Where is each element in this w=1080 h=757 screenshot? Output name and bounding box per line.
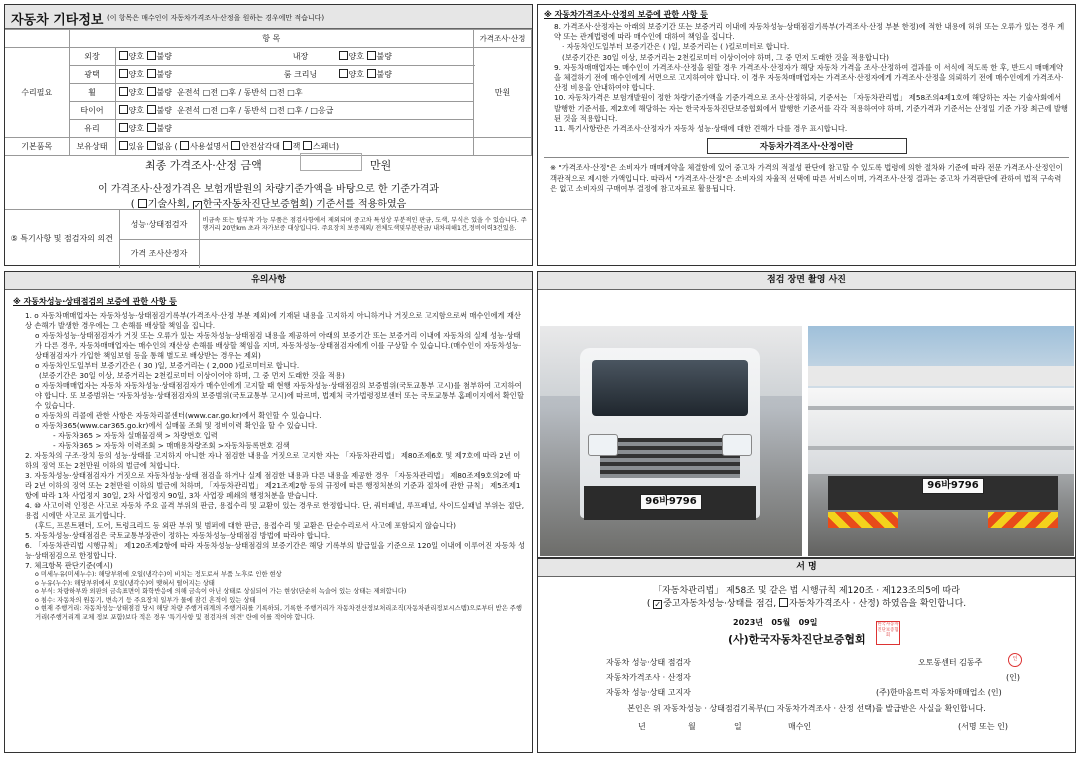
photo-header: 점검 장면 촬영 사진 xyxy=(538,272,1075,290)
criteria-4: ο 침수: 자동차의 원동기, 변속기 등 주요장치 일부가 물에 잠긴 흔적이 있는 상태 xyxy=(35,596,256,604)
row-tire: 타이어 xyxy=(69,102,115,120)
col-item: 항 목 xyxy=(69,30,474,48)
vehicle-info-header xyxy=(5,5,532,29)
photo-section xyxy=(537,271,1076,558)
note-8: 8. 가격조사·산정자는 아래의 보증기간 또는 보증거리 이내에 자동차성능·상태점검기록부(가격조사·산정 부분 한정)에 적한 내용에 허위 또는 오류가 있는 경우 계약 또는 관계법령에 따라 매수인에 대하여 책임을 집니다. xyxy=(554,22,1065,42)
signature-section xyxy=(537,558,1076,753)
note-8-1: · 자동차인도일부터 보증기간은 ( )일, 보증거리는 ( )킬로미터로 합니다. xyxy=(562,42,790,52)
note-9: 9. 자동차매매업자는 매수인이 가격조사·산정을 원할 경우 가격조사·산정자가 해당 자동차 가격을 조사·산정하여 결과를 이 서식에 적도록 한 후, 반드시 매매계약을 체결하기 전에 매수인에게 서면으로 고지하여야 합니다. 이 경우 자동차매매업자는 가격조사·산정자에게 가격조사·산정을 의뢰하기 전에 매수인에게 가격조사·산정 비용을 안내하여야 합니다. xyxy=(554,62,1064,93)
caution-7: 7. 체크항목 판단기준(예시) xyxy=(25,561,113,570)
criteria-5: ο 현재 주행거리: 자동차성능·상태점검 당시 해당 차량 주행거리계의 주행거리를 기록하되, 기록한 주행거리가 자동차전산정보처리조직(자동차관리정보시스템)으로부터 받은 주행거리(주행거리계 교체 정보 포함)보다 적은 경우 '특기사항 및 점검자의 의견' 란에 이를 적어야 합니다. xyxy=(35,605,522,621)
row-exterior: 외장 xyxy=(69,48,115,66)
criteria-3: ο 부식: 차량하부와 외판의 금속표면이 화학반응에 의해 금속이 아닌 상태로 상실되어 가는 현상(단순히 녹슬어 있는 상태는 제외합니다) xyxy=(35,588,407,596)
sign-row2-seal: (인) xyxy=(1006,673,1020,682)
plate-rear: 96바9796 xyxy=(922,478,984,494)
sign-date: 2023년 05월 09일 xyxy=(733,618,818,627)
special-table xyxy=(5,209,532,268)
sign-row1-label: 자동차 성능·상태 점검자 xyxy=(606,658,691,667)
repair-label: 수리필요 xyxy=(5,48,69,138)
sign-row3-label: 자동차 성능·상태 고지자 xyxy=(606,688,691,697)
caution-section xyxy=(4,271,533,753)
row-glass: 유리 xyxy=(69,120,115,138)
sign-row2-label: 자동차가격조사 · 산정자 xyxy=(606,673,691,682)
note-11: 11. 특기사항란은 가격조사·산정자가 자동차 성능·상태에 대한 견해가 다를 경우 표시합니다. xyxy=(554,124,848,134)
caution-1h: - 자동차365 > 자동차 실매물검색 > 차량번호 입력 xyxy=(53,431,218,440)
basis-line1: 이 가격조사·산정가격은 보험개발원의 차량기준가액을 바탕으로 한 기준가격과 xyxy=(97,184,440,195)
caution-1c: ο 자동차인도일부터 보증기간은 ( 30 )일, 보증거리는 ( 2,000 )킬로미터로 합니다. xyxy=(35,361,300,370)
checkbox-tech[interactable] xyxy=(138,199,147,208)
photo-front xyxy=(540,326,802,556)
basic-sub: 보유상태 xyxy=(69,138,115,156)
sign-confirm: 본인은 위 자동차성능 · 상태점검기록부(□ 자동차가격조사 · 산정 선택)를 발급받은 사실을 확인합니다. xyxy=(627,704,986,713)
note-10: 10. 자동차가격은 보험개발원이 정한 차량기준가액을 기준가격으로 조사·산정하되, 기준서는 「자동차관리법」 제58조의4제1호에 해당하는 자는 기술사회에서 발행한 기준서를, 제2호에 해당하는 자는 한국자동차진단보증협회에서 발행한 기준서를 각각 적용하여야 하며, 기준가격과 기준서는 산정일 기준 가장 최근에 발행된 것을 적용합니다. xyxy=(554,93,1068,123)
vehicle-info-section xyxy=(4,4,533,266)
sign-row3-name: (주)한마음트럭 자동차매매업소 (인) xyxy=(876,688,1002,697)
perf-inspector-label: 성능·상태점검자 xyxy=(119,210,199,240)
definition-text: ※ "가격조사·산정"은 소비자가 매매계약을 체결함에 있어 중고차 가격의 적절성 판단에 참고할 수 있도록 법령에 의한 절차와 기준에 따라 전문 가격조사·산정인이 객관적으로 제시한 가액입니다. 따라서 "가격조사·산정"은 소비자의 자율적 선택에 따른 서비스이며, 가격조사·산정 결과는 중고차 가격판단에 관하여 법적 구속력은 없고 소비자의 구매여부 결정에 참고자료로 활용됩니다. xyxy=(544,157,1069,195)
final-price-label: 최종 가격조사·산정 금액 xyxy=(145,159,262,172)
checkbox-price[interactable] xyxy=(779,598,788,607)
caution-5: 5. 자동차성능·상태점검은 국토교통부장관이 정하는 자동차성능·상태점검 방법에 따라야 합니다. xyxy=(25,531,331,540)
price-guarantee-section xyxy=(537,4,1076,266)
sign-footer-sign: (서명 또는 인) xyxy=(958,722,1008,731)
criteria-2: ο 누유(누수): 해당부위에서 오일(냉각수)이 맺혀서 떨어지는 상태 xyxy=(35,579,215,587)
caution-title: ※ 자동차성능·상태점검의 보증에 관한 사항 등 xyxy=(13,297,177,306)
plate-front: 96바9796 xyxy=(640,494,702,510)
price-guarantee-title: ※ 자동차가격조사·산정의 보증에 관한 사항 등 xyxy=(544,10,708,19)
inspector-seal: 인 xyxy=(1008,653,1022,667)
checkbox-perf[interactable]: ✓ xyxy=(654,600,662,609)
final-price-field[interactable] xyxy=(300,153,362,171)
special-label: ⑤ 특기사항 및 점검자의 의견 xyxy=(5,210,119,268)
sign-law1: 「자동차관리법」 제58조 및 같은 법 시행규칙 제120조 · 제123조의5에 따라 xyxy=(653,586,960,596)
caution-4b: (후드, 프론트펜더, 도어, 트렁크리드 등 외판 부위 및 범퍼에 대한 판금, 용접수리 및 교환은 단순수리로서 사고에 포함되지 않습니다) xyxy=(35,521,456,530)
definition-title: 자동차가격조사·산정이란 xyxy=(707,138,907,154)
caution-4: 4. ⑩ 사고이력 인정은 사고로 자동차 주요 골격 부위의 판금, 용접수리 및 교환이 있는 경우로 한정합니다. 단, 쿼터패널, 루프패널, 사이드실패널 부위는 절단, 용접 시에만 사고로 표기합니다. xyxy=(25,501,525,520)
row-wheel: 휠 xyxy=(69,84,115,102)
sign-org: (사)한국자동차진단보증협회 xyxy=(728,633,866,646)
org-seal: 한국자동차진단보증협회 xyxy=(876,621,900,645)
criteria-1: ο 미세누유(미세누수): 해당부위에 오일(냉각수)이 비치는 정도로서 부품 노후로 인한 현상 xyxy=(35,571,282,578)
caution-1i: - 자동차365 > 자동차 이력조회 > 매매용차량조회 >자동차등록번호 검색 xyxy=(53,441,290,450)
vehicle-info-note: (이 항목은 매수인이 자동차가격조사·산정을 원하는 경우에만 적습니다) xyxy=(107,14,325,22)
sign-law2: ( ✓ 중고자동차성능·상태를 점검, 자동차가격조사 · 산정) 하였음을 확인합니다. xyxy=(646,599,967,609)
vehicle-info-table: 항 목 가격조사·산정 수리필요 외장 양호 불량 내장 양호 불량 만원 광택 양호 불량 룸 크리닝 양호 불량 휠 양호 불량 운전석 □전 □후 / 동반석 □전 □후 타이어 양호 불량 운전석 □전 □후 / 동반석 □전 □후 / □응급 유리 양호 불량 기본품목 보유상태 있음 없음 ( 사용설명서 안전삼각대 잭 스패너) xyxy=(5,29,532,156)
row-gloss: 광택 xyxy=(69,66,115,84)
note-8-2: (보증기간은 30일 이상, 보증거리는 2천킬로미터 이상이어야 하며, 그 중 먼저 도래한 것을 적용합니다) xyxy=(562,52,889,62)
caution-2: 2. 자동차의 구조·장치 등의 성능·상태를 고지하지 아니한 자나 점검한 내용을 거짓으로 고지한 자는 「자동차관리법」 제80조제6호 및 제7호에 따라 2년 이하의 징역 또는 2천만원 이하의 벌금에 처합니다. xyxy=(25,451,521,470)
col-price: 가격조사·산정 xyxy=(474,30,532,48)
basis-line2: ( 기술사회, ✓ 한국자동차진단보증협회) 기준서를 적용하였음 xyxy=(130,199,407,210)
caution-1f: ο 자동차의 리콜에 관한 사항은 자동차리콜센터(www.car.go.kr)에서 확인할 수 있습니다. xyxy=(35,411,322,420)
caution-6: 6. 「자동차관리법 시행규칙」 제120조제2항에 따라 자동차성능·상태점검의 보증기간은 해당 기록부의 발급일을 기준으로 120일 이내에 이루어진 자동차 성능·상태점검으로 한정합니다. xyxy=(25,541,525,560)
sign-footer-buyer: 매수인 xyxy=(788,722,812,731)
basic-label: 기본품목 xyxy=(5,138,69,156)
caution-3: 3. 자동차성능·상태점검자가 거짓으로 자동차성능·상태 점검을 하거나 실제 점검한 내용과 다른 내용을 제공한 경우 「자동차관리법」 제80조제9호의2에 따라 2년 이하의 징역 또는 2천만원 이하의 벌금에 처하며, 「자동차관리법」 제21조제2항 등의 규정에 따른 행정처분의 기준과 절차에 관한 규칙」 제5조제1항에 따라 1차 사업정지 30일, 2차 사업정지 90일, 3차 사업장 폐쇄의 행정처분을 받습니다. xyxy=(25,471,521,500)
caution-header: 유의사항 xyxy=(5,272,532,290)
caution-1d: (보증기간은 30일 이상, 보증거리는 2천킬로미터 이상이어야 하며, 그 중 먼저 도래한 것을 적용) xyxy=(39,371,345,380)
final-price-unit: 만원 xyxy=(370,159,392,172)
checkbox-kadia[interactable]: ✓ xyxy=(193,201,201,210)
sign-header: 서 명 xyxy=(538,559,1075,577)
sign-footer-year: 년 xyxy=(638,722,646,731)
caution-1b: ο 자동차성능·상태점검자가 거짓 또는 오류가 있는 자동차성능·상태점검 내용을 제공하여 아래의 보증기간 또는 보증거리 이내에 자동차의 실제 성능·상태가 다른 경우, 자동차매매업자는 매수인의 재산상 손해를 배상할 책임을 지며, 자동차성능·상태점검자에게 이를 구상할 수 있습니다.(매수인이 자동차성능·상태점검자가 가입한 책임보험 등을 통해 별도로 배상받는 경우는 제외) xyxy=(35,331,522,360)
price-unit: 만원 xyxy=(474,48,532,138)
photo-rear xyxy=(808,326,1074,556)
perf-text: 비금속 또는 탈부착 가능 부품은 점검사항에서 제외되며 중고차 특성상 부분적인 판금, 도색, 부식은 있을 수 있습니다. 주행거리 20만km 초과 자가보증 대상입니다. 주요장치 보증제외/ 전체도색및부분판금/ 내차피해1건,정비이력3건있음. xyxy=(199,210,532,240)
sign-footer-day: 일 xyxy=(734,722,742,731)
caution-1g: ο 자동차365(www.car365.go.kr)에서 실매물 조회 및 정비이력 확인을 할 수 있습니다. xyxy=(35,421,318,430)
sign-footer-month: 월 xyxy=(688,722,696,731)
vehicle-info-title: 자동차 기타정보 xyxy=(11,13,104,28)
caution-1e: ο 자동차매매업자는 자동차 자동차성능·상태점검자가 매수인에게 고지할 때 현행 자동차성능·상태점검의 보증범위(국토교통부 고시)를 첨부하여 고지하여야 합니다. 또 보증범위는 '자동차성능·상태점검자의 보증범위(국토교통부 고시)에 따르며, 법제처 국가법령정보센터 또는 국토교통부 홈페이지에서 확인할 수 있습니다. xyxy=(35,381,524,410)
caution-1: 1. ο 자동차매매업자는 자동차성능·상태점검기록부(가격조사·산정 부분 제외)에 기재된 내용을 고지하지 아니하거나 거짓으로 고지함으로써 매수인에게 재산상 손해가 발생한 경우에는 그 손해를 배상할 책임을 집니다. xyxy=(25,311,521,330)
price-inspector-label: 가격 조사산정자 xyxy=(119,240,199,268)
sign-row1-name: 오토동센터 김동주 xyxy=(918,658,983,667)
